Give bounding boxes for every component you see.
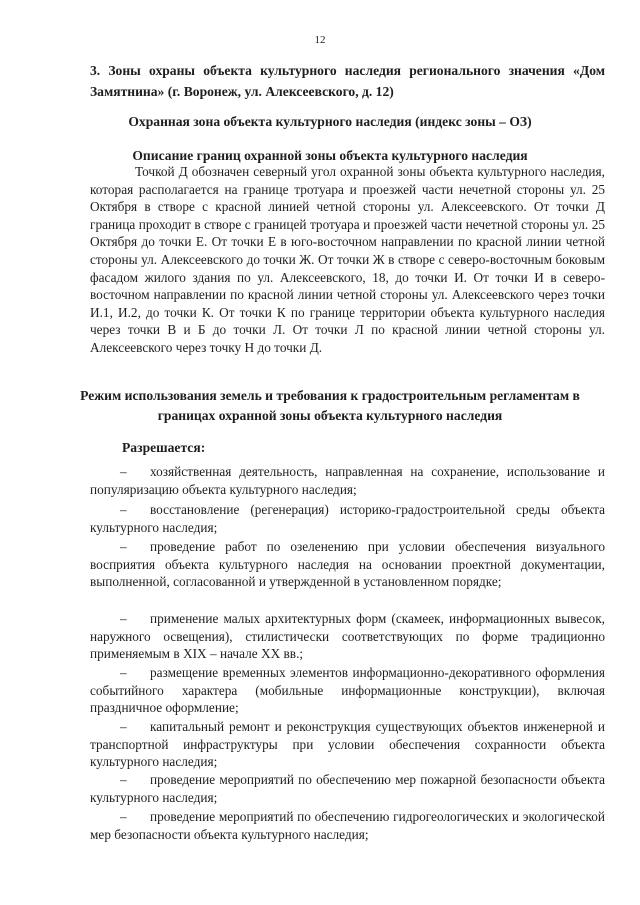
page-number: 12 — [314, 34, 326, 46]
list-dash: – — [120, 665, 127, 680]
list-item-text: капитальный ремонт и реконструкция существующих объектов инженерной и транспортной инфраструктуры при условии обеспечения сохранности объекта культурного наследия; — [90, 719, 605, 770]
list-dash: – — [120, 809, 127, 824]
zone-title: Охранная зона объекта культурного наследия (индекс зоны – ОЗ) — [128, 114, 532, 129]
list-item — [90, 771, 605, 806]
list-item-text: проведение мероприятий по обеспечению мер пожарной безопасности объекта культурного наследия; — [90, 772, 605, 805]
boundary-description: Точкой Д обозначен северный угол охранной зоны объекта культурного наследия, которая располагается на границе тротуара и проезжей части нечетной стороны ул. 25 Октября в створе с красной линией четной стороны ул. Алексеевского. От точки Д граница проходит в створе с границей тротуара и проезжей части нечетной стороны ул. 25 Октября до точки Е. От точки Е в юго-восточном направлении по красной линии четной стороны ул. Алексеевского до точки Ж. От точки Ж в створе с северо-восточным боковым фасадом жилого здания по ул. Алексеевского, 18, до точки И. От точки И в северо-восточном направлении по красной линии четной стороны ул. Алексеевского через точки И.1, И.2, до точки К. От точки К по границе территории объекта культурного наследия через точки В и Б до точки Л. От точки Л по красной линии четной стороны ул. Алексеевского через точку Н до точки Д. — [90, 164, 605, 355]
section-title: 3. Зоны охраны объекта культурного наследия регионального значения «Дом Замятнина» (г. Воронеж, ул. Алексеевского, д. 12) — [90, 63, 605, 99]
list-dash: – — [120, 502, 127, 517]
list-item — [90, 463, 605, 498]
list-item — [90, 718, 605, 771]
boundary-title: Описание границ охранной зоны объекта культурного наследия — [132, 148, 528, 163]
list-item-text: проведение мероприятий по обеспечению гидрогеологических и экологической мер безопасности объекта культурного наследия; — [90, 809, 605, 842]
list-dash: – — [120, 719, 127, 734]
list-dash: – — [120, 464, 127, 479]
list-item-text: применение малых архитектурных форм (скамеек, информационных вывесок, наружного освещения), стилистически соответствующих по форме традиционно применяемым в XIX – начале XX вв.; — [90, 611, 605, 662]
regime-title: Режим использования земель и требования к градостроительным регламентам в границах охранной зоны объекта культурного наследия — [80, 388, 580, 423]
list-item-text: проведение работ по озеленению при условии обеспечения визуального восприятия объекта культурного наследия на основании проектной документации, выполненной, согласованной и утвержденной в установленном порядке; — [90, 539, 605, 590]
list-item — [90, 610, 605, 663]
list-dash: – — [120, 772, 127, 787]
permitted-label: Разрешается: — [122, 440, 206, 455]
list-item-text: хозяйственная деятельность, направленная на сохранение, использование и популяризацию объекта культурного наследия; — [90, 464, 605, 497]
list-item — [90, 538, 605, 591]
list-item — [90, 808, 605, 843]
list-item-text: размещение временных элементов информационно-декоративного оформления событийного характера (мобильные информационные конструкции), включая праздничное оформление; — [90, 665, 605, 716]
list-dash: – — [120, 611, 127, 626]
list-item — [90, 501, 605, 536]
list-dash: – — [120, 539, 127, 554]
list-item-text: восстановление (регенерация) историко-градостроительной среды объекта культурного наследия; — [90, 502, 605, 535]
list-item — [90, 664, 605, 717]
